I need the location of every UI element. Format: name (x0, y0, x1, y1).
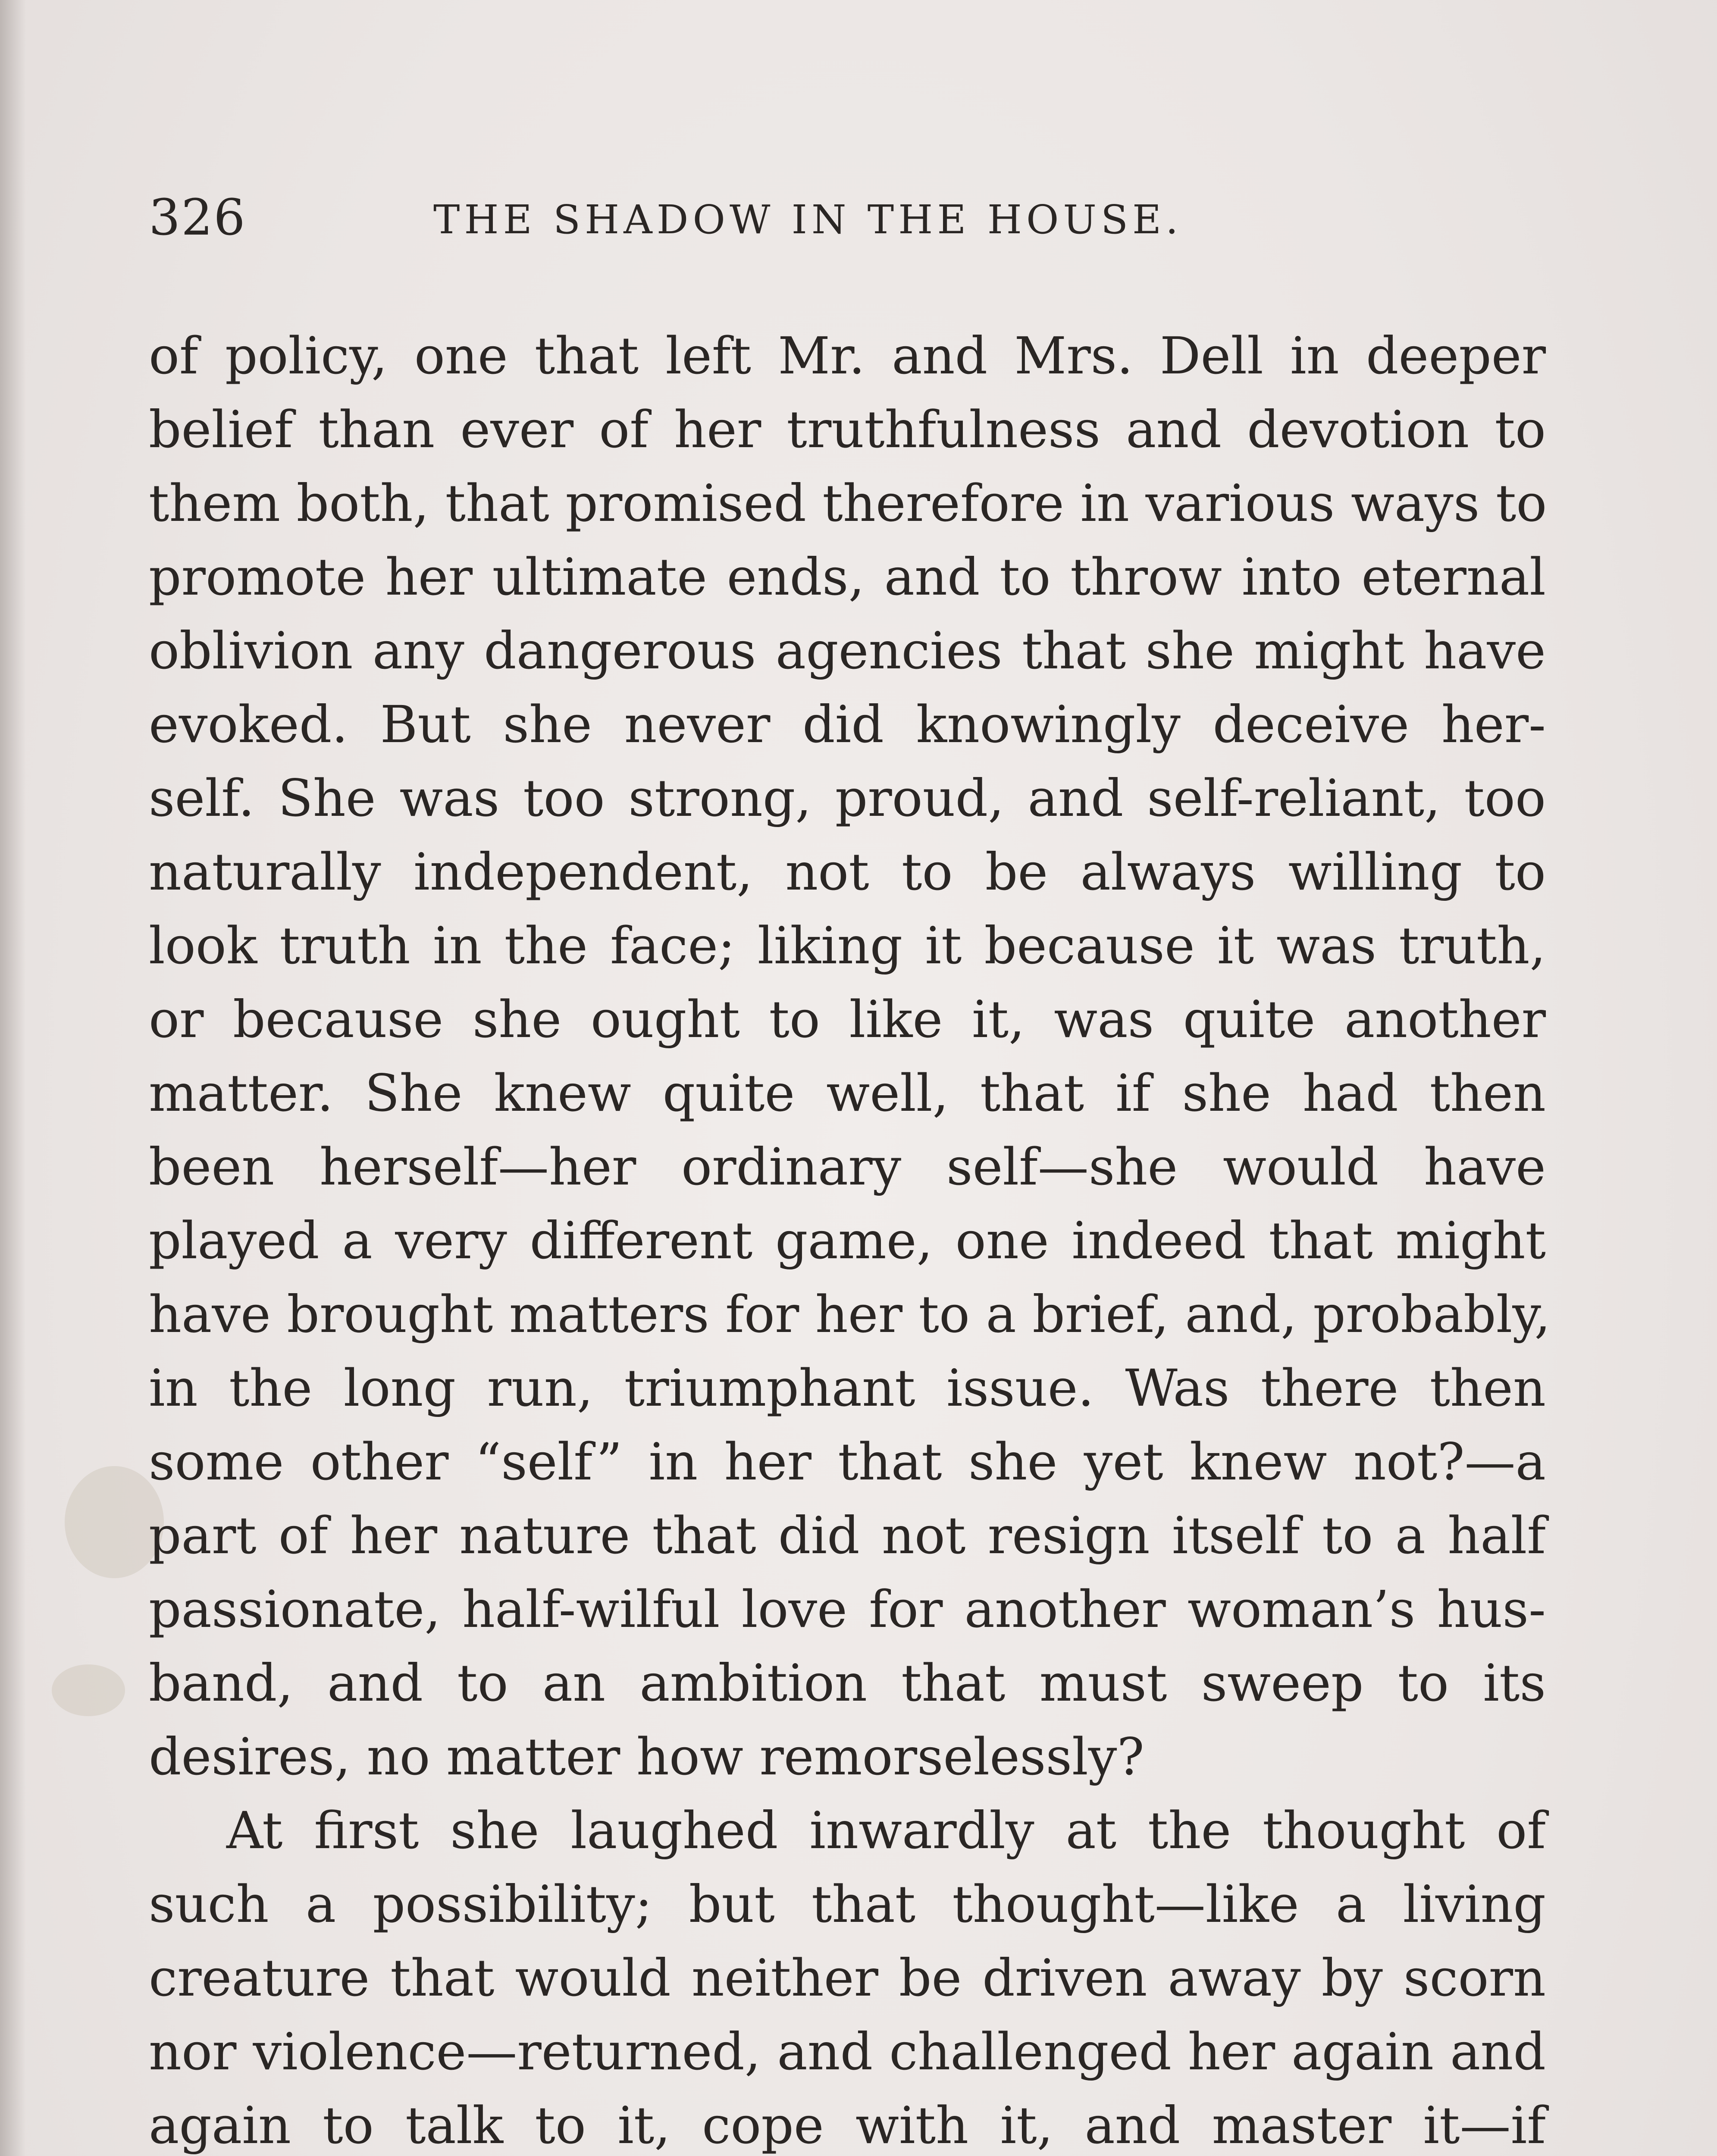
page-number: 326 (149, 189, 246, 247)
text-line: played a very different game, one indeed that might (149, 1211, 1546, 1270)
page-edge-shadow (0, 0, 26, 2156)
body-text (149, 319, 1551, 2156)
paragraph-first-line: At first she laughed inwardly at the thought of (226, 1801, 1546, 1860)
text-line: naturally independent, not to be always willing to (149, 842, 1546, 902)
text-line: belief than ever of her truthfulness and devotion to (149, 400, 1546, 459)
text-line: been herself—her ordinary self—she would have (149, 1137, 1546, 1197)
text-line: passionate, half-wilful love for another woman’s hus- (149, 1579, 1546, 1639)
text-line: desires, no matter how remorselessly? (149, 1727, 1144, 1786)
text-line: such a possibility; but that thought—like a living (149, 1874, 1546, 1934)
text-line: creature that would neither be driven away by scorn (149, 1948, 1546, 2008)
text-line: of policy, one that left Mr. and Mrs. Dell in deeper (149, 326, 1546, 385)
text-line: have brought matters for her to a brief, and, probably, (149, 1285, 1551, 1344)
page-header (149, 170, 1546, 274)
text-line: in the long run, triumphant issue. Was there then (149, 1358, 1546, 1418)
text-line: self. She was too strong, proud, and self-reliant, too (149, 768, 1546, 828)
paper-stain (52, 1664, 125, 1716)
text-line: nor violence—returned, and challenged her again and (149, 2022, 1546, 2081)
text-line: them both, that promised therefore in various ways to (149, 473, 1547, 533)
text-line: or because she ought to like it, was quite another (149, 990, 1546, 1049)
text-line: look truth in the face; liking it because it was truth, (149, 916, 1546, 975)
text-line: matter. She knew quite well, that if she had then (149, 1063, 1546, 1123)
text-line: oblivion any dangerous agencies that she might have (149, 621, 1546, 680)
text-line: band, and to an ambition that must sweep to its (149, 1653, 1546, 1713)
text-line: evoked. But she never did knowingly deceive her- (149, 695, 1546, 754)
running-head: THE SHADOW IN THE HOUSE. (433, 197, 1183, 243)
text-line: some other “self” in her that she yet knew not?—a (149, 1432, 1546, 1492)
text-line: promote her ultimate ends, and to throw into eternal (149, 547, 1546, 607)
text-line: again to talk to it, cope with it, and master it—if (149, 2096, 1546, 2155)
text-line: part of her nature that did not resign itself to a half (149, 1506, 1546, 1565)
